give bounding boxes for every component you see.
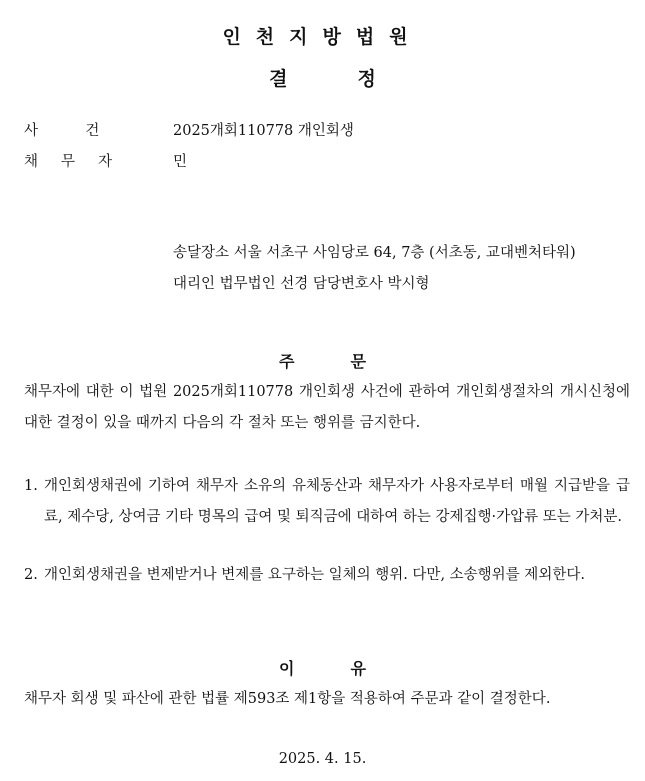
doc-type-char: 결 xyxy=(269,68,288,90)
decision-date: 2025. 4. 15. xyxy=(278,751,367,767)
order-item xyxy=(24,471,630,533)
order-item-number: 2. xyxy=(24,567,38,583)
heading-char: 문 xyxy=(350,352,366,371)
debtor-name: 민 xyxy=(173,154,188,170)
heading-char: 유 xyxy=(350,659,366,678)
delivery-address: 송달장소 서울 서초구 사임당로 64, 7층 (서초동, 교대벤처타워) xyxy=(173,245,576,261)
label-char: 무 xyxy=(60,154,75,170)
order-item-text: 개인회생채권에 기하여 채무자 소유의 유체동산과 채무자가 사용자로부터 매월 지급받을 급료, 제수당, 상여금 기타 명목의 급여 및 퇴직금에 대하여 하는 강제집행·가압류 또는 가처분. xyxy=(44,478,630,525)
debtor-label xyxy=(24,150,112,171)
order-heading xyxy=(0,349,645,372)
heading-char: 주 xyxy=(279,352,295,371)
label-char: 건 xyxy=(85,123,100,139)
court-name: 인천지방법원 xyxy=(222,26,423,48)
order-item-text: 개인회생채권을 변제받거나 변제를 요구하는 일체의 행위. 다만, 소송행위를 제외한다. xyxy=(44,567,585,583)
label-char: 사 xyxy=(24,123,39,139)
heading-char: 이 xyxy=(279,659,295,678)
order-item-number: 1. xyxy=(24,478,38,494)
order-item xyxy=(24,560,630,591)
order-intro: 채무자에 대한 이 법원 2025개회110778 개인회생 사건에 관하여 개인회생절차의 개시신청에 대한 결정이 있을 때까지 다음의 각 절차 또는 행위를 금지한다. xyxy=(24,384,630,431)
label-char: 채 xyxy=(24,154,39,170)
case-number: 2025개회110778 개인회생 xyxy=(173,123,354,139)
reason-heading xyxy=(0,656,645,679)
label-char: 자 xyxy=(97,154,112,170)
doc-type-char: 정 xyxy=(357,68,376,90)
document-type-title xyxy=(0,64,645,91)
reason-text: 채무자 회생 및 파산에 관한 법률 제593조 제1항을 적용하여 주문과 같이 결정한다. xyxy=(24,691,551,707)
case-label xyxy=(24,119,134,140)
agent-info: 대리인 법무법인 선경 담당변호사 박시형 xyxy=(173,276,430,292)
